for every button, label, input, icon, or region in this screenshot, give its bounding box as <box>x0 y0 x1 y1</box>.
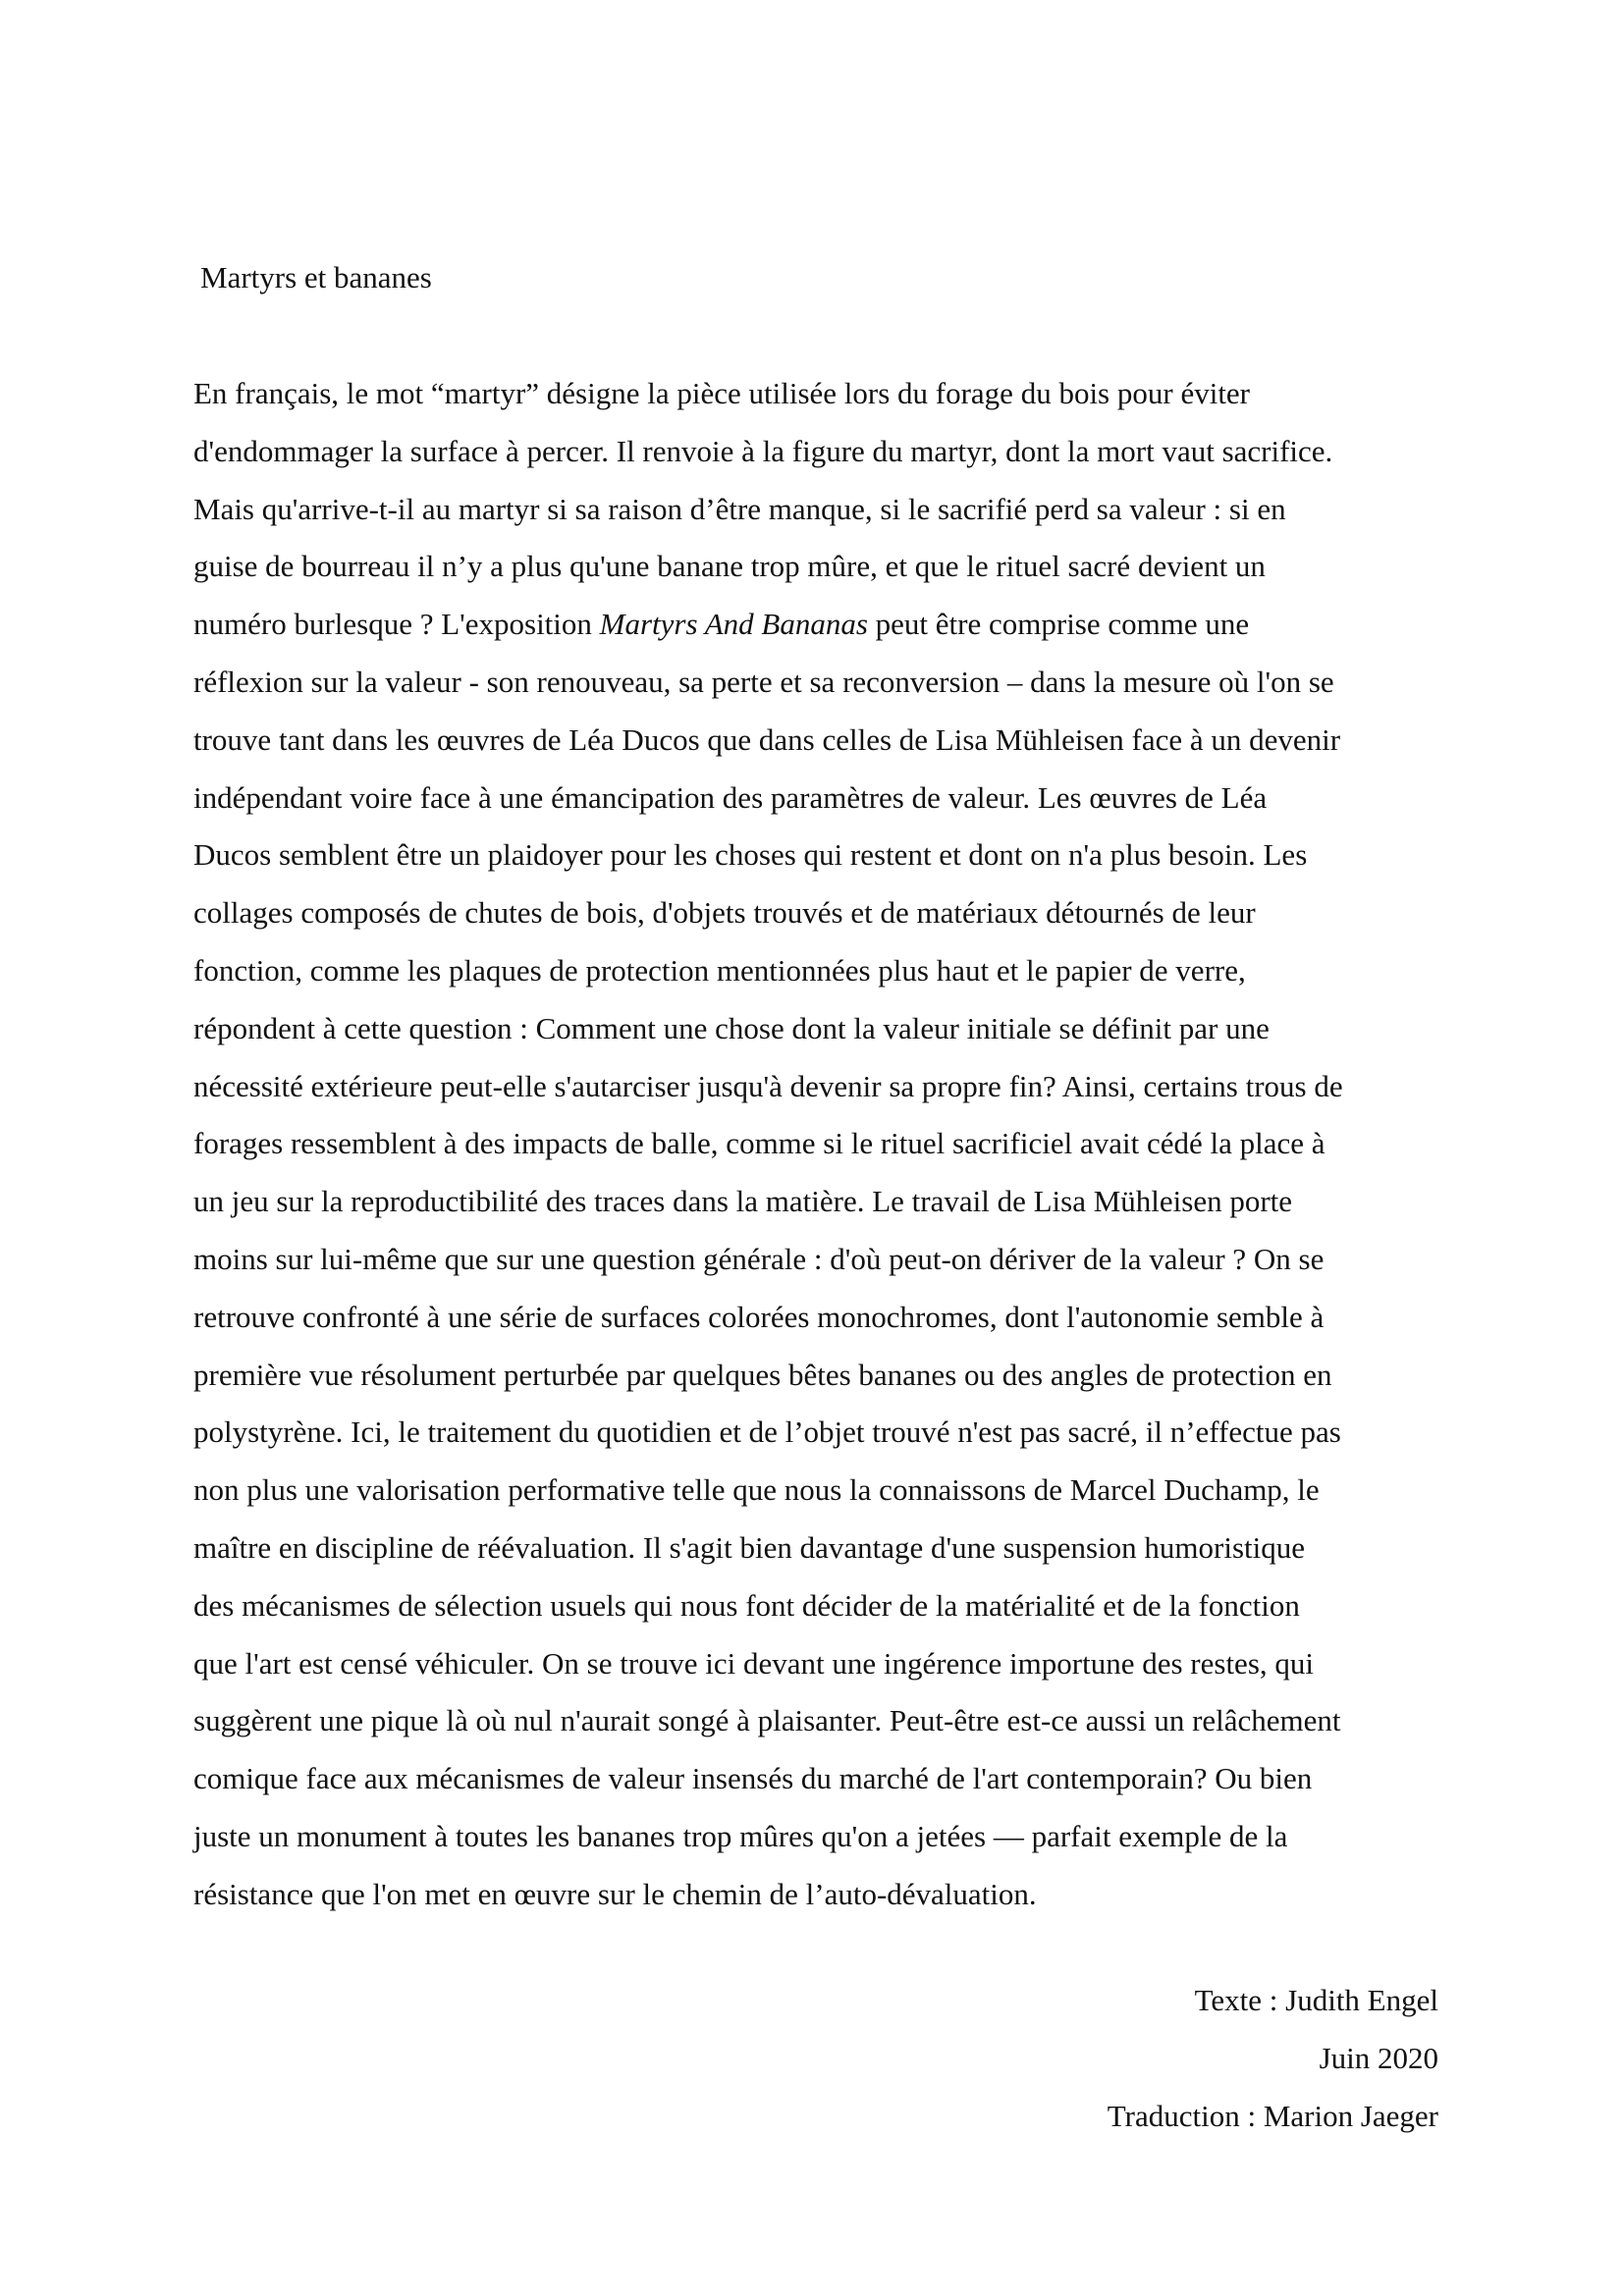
paragraph-line: polystyrène. Ici, le traitement du quotidien et de l’objet trouvé n'est pas sacré, il n’effectue pas <box>193 1415 1341 1450</box>
paragraph-line: comique face aux mécanismes de valeur insensés du marché de l'art contemporain? Ou bien <box>193 1761 1313 1796</box>
document-title: Martyrs et bananes <box>200 260 432 294</box>
paragraph-line: retrouve confronté à une série de surfaces colorées monochromes, dont l'autonomie semble à <box>193 1299 1325 1334</box>
paragraph-line-with-exhibition-title <box>193 596 1438 654</box>
paragraph-line: nécessité extérieure peut-elle s'autarciser jusqu'à devenir sa propre fin? Ainsi, certains trous de <box>193 1068 1343 1103</box>
paragraph-line: des mécanismes de sélection usuels qui nous font décider de la matérialité et de la fonction <box>193 1587 1300 1623</box>
line-text-after: peut être comprise comme une <box>867 607 1250 642</box>
paragraph-line: non plus une valorisation performative telle que nous la connaissons de Marcel Duchamp, le <box>193 1472 1320 1508</box>
exhibition-title: Martyrs And Bananas <box>599 607 868 642</box>
paragraph-line: réflexion sur la valeur - son renouveau, sa perte et sa reconversion – dans la mesure où l'on se <box>193 664 1334 699</box>
author-credit: Texte : Judith Engel <box>1194 1983 1438 2017</box>
paragraph-line: moins sur lui-même que sur une question générale : d'où peut-on dériver de la valeur ? On se <box>193 1241 1325 1276</box>
date-credit: Juin 2020 <box>1319 2041 1438 2075</box>
paragraph-line: que l'art est censé véhiculer. On se trouve ici devant une ingérence importune des restes, qui <box>193 1645 1314 1681</box>
paragraph-line: En français, le mot “martyr” désigne la pièce utilisée lors du forage du bois pour éviter <box>193 376 1251 410</box>
translation-credit: Traduction : Marion Jaeger <box>1107 2099 1438 2133</box>
paragraph-line: trouve tant dans les œuvres de Léa Ducos que dans celles de Lisa Mühleisen face à un devenir <box>193 721 1341 757</box>
body-paragraph <box>193 365 1438 1924</box>
paragraph-line: d'endommager la surface à percer. Il renvoie à la figure du martyr, dont la mort vaut sacrifice. <box>193 433 1333 468</box>
paragraph-line: indépendant voire face à une émancipation des paramètres de valeur. Les œuvres de Léa <box>193 779 1268 815</box>
paragraph-line: suggèrent une pique là où nul n'aurait songé à plaisanter. Peut-être est-ce aussi un relâchement <box>193 1703 1341 1738</box>
paragraph-line: fonction, comme les plaques de protection mentionnées plus haut et le papier de verre, <box>193 952 1246 988</box>
paragraph-line: maître en discipline de réévaluation. Il s'agit bien davantage d'une suspension humoristique <box>193 1529 1306 1565</box>
paragraph-line: forages ressemblent à des impacts de balle, comme si le rituel sacrificiel avait cédé la place à <box>193 1126 1325 1161</box>
line-text-before: numéro burlesque ? L'exposition <box>193 607 600 642</box>
paragraph-line: guise de bourreau il n’y a plus qu'une banane trop mûre, et que le rituel sacré devient un <box>193 549 1266 584</box>
paragraph-line: juste un monument à toutes les bananes trop mûres qu'on a jetées — parfait exemple de la <box>193 1818 1288 1853</box>
paragraph-line: première vue résolument perturbée par quelques bêtes bananes ou des angles de protection en <box>193 1357 1332 1392</box>
credits-block <box>1108 1971 1438 2145</box>
paragraph-line: Ducos semblent être un plaidoyer pour les choses qui restent et dont on n'a plus besoin. Les <box>193 837 1308 873</box>
paragraph-line: un jeu sur la reproductibilité des traces dans la matière. Le travail de Lisa Mühleisen porte <box>193 1184 1293 1219</box>
paragraph-line: répondent à cette question : Comment une chose dont la valeur initiale se définit par une <box>193 1010 1270 1045</box>
paragraph-line: Mais qu'arrive-t-il au martyr si sa raison d’être manque, si le sacrifié perd sa valeur : si en <box>193 491 1286 526</box>
paragraph-line: résistance que l'on met en œuvre sur le chemin de l’auto-dévaluation. <box>193 1876 1037 1911</box>
paragraph-line: collages composés de chutes de bois, d'objets trouvés et de matériaux détournés de leur <box>193 895 1256 931</box>
